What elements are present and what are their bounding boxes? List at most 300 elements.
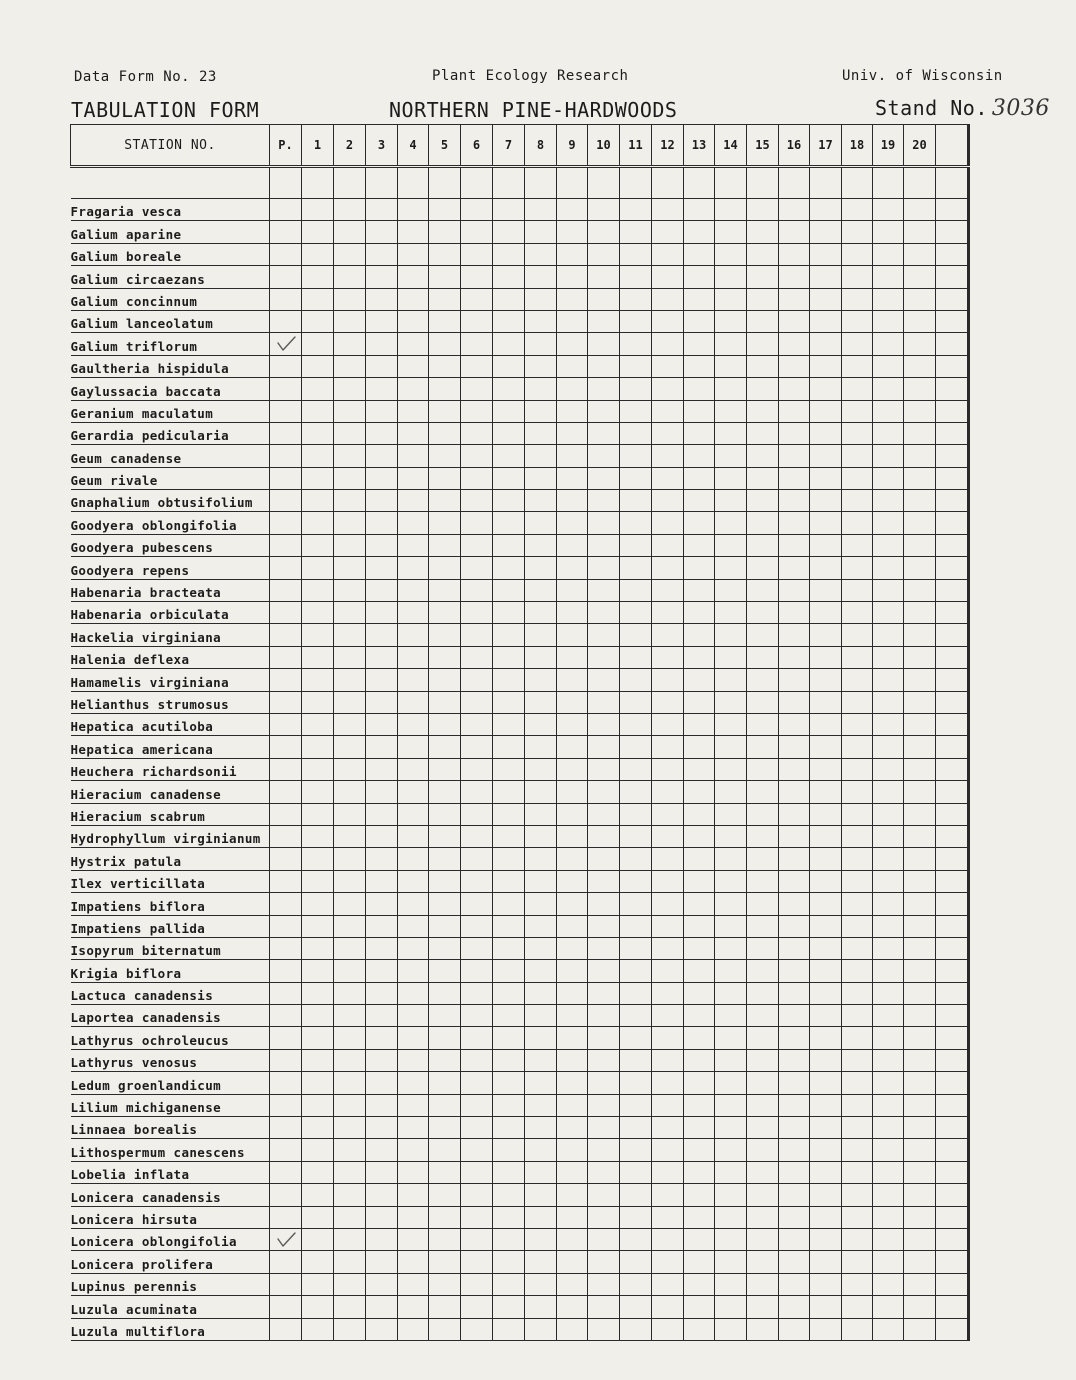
station-cell[interactable] [366, 1161, 398, 1183]
station-cell[interactable] [904, 691, 936, 713]
station-cell[interactable] [620, 848, 652, 870]
station-cell[interactable] [302, 1049, 334, 1071]
station-cell[interactable] [684, 1273, 715, 1295]
station-cell[interactable] [842, 579, 873, 601]
station-cell[interactable] [557, 1251, 588, 1273]
station-cell[interactable] [904, 467, 936, 489]
station-cell[interactable] [652, 221, 684, 243]
station-cell[interactable] [493, 512, 525, 534]
presence-cell[interactable] [270, 310, 302, 332]
station-cell[interactable] [968, 1296, 970, 1318]
station-cell[interactable] [557, 937, 588, 959]
station-cell[interactable] [842, 1206, 873, 1228]
station-cell[interactable] [398, 512, 429, 534]
station-cell[interactable] [652, 803, 684, 825]
station-cell[interactable] [747, 243, 779, 265]
station-cell[interactable] [302, 602, 334, 624]
station-cell[interactable] [779, 1228, 810, 1250]
station-cell[interactable] [715, 1005, 747, 1027]
station-cell[interactable] [588, 736, 620, 758]
station-cell[interactable] [588, 400, 620, 422]
station-cell[interactable] [334, 400, 366, 422]
station-cell[interactable] [493, 646, 525, 668]
presence-cell[interactable] [270, 378, 302, 400]
station-cell[interactable] [334, 422, 366, 444]
station-cell[interactable] [493, 960, 525, 982]
station-cell[interactable] [366, 288, 398, 310]
station-cell[interactable] [620, 333, 652, 355]
station-cell[interactable] [334, 512, 366, 534]
station-cell[interactable] [366, 378, 398, 400]
station-cell[interactable] [588, 602, 620, 624]
station-cell[interactable] [525, 736, 557, 758]
station-cell[interactable] [842, 310, 873, 332]
station-cell[interactable] [302, 781, 334, 803]
station-cell[interactable] [779, 1184, 810, 1206]
station-cell[interactable] [715, 803, 747, 825]
presence-cell[interactable] [270, 893, 302, 915]
station-cell[interactable] [588, 1273, 620, 1295]
station-cell[interactable] [936, 378, 968, 400]
station-cell[interactable] [968, 221, 970, 243]
station-cell[interactable] [904, 870, 936, 892]
station-cell[interactable] [684, 915, 715, 937]
station-cell[interactable] [684, 1049, 715, 1071]
station-cell[interactable] [366, 310, 398, 332]
station-cell[interactable] [493, 1094, 525, 1116]
station-cell[interactable] [968, 1094, 970, 1116]
station-cell[interactable] [715, 848, 747, 870]
station-cell[interactable] [747, 937, 779, 959]
station-cell[interactable] [429, 937, 461, 959]
station-cell[interactable] [747, 1094, 779, 1116]
station-cell[interactable] [936, 1049, 968, 1071]
station-cell[interactable] [715, 1296, 747, 1318]
station-cell[interactable] [588, 781, 620, 803]
station-cell[interactable] [684, 355, 715, 377]
station-cell[interactable] [842, 848, 873, 870]
station-cell[interactable] [842, 1184, 873, 1206]
station-cell[interactable] [525, 378, 557, 400]
station-cell[interactable] [715, 288, 747, 310]
station-cell[interactable] [429, 467, 461, 489]
station-cell[interactable] [715, 310, 747, 332]
station-cell[interactable] [525, 960, 557, 982]
station-cell[interactable] [810, 490, 842, 512]
station-cell[interactable] [842, 713, 873, 735]
presence-cell[interactable] [270, 736, 302, 758]
station-cell[interactable] [715, 982, 747, 1004]
station-cell[interactable] [334, 848, 366, 870]
station-cell[interactable] [334, 602, 366, 624]
station-cell[interactable] [715, 579, 747, 601]
station-cell[interactable] [588, 937, 620, 959]
station-cell[interactable] [904, 982, 936, 1004]
station-cell[interactable] [684, 579, 715, 601]
station-cell[interactable] [429, 758, 461, 780]
station-cell[interactable] [429, 646, 461, 668]
station-cell[interactable] [652, 1273, 684, 1295]
station-cell[interactable] [904, 669, 936, 691]
station-cell[interactable] [652, 1094, 684, 1116]
station-cell[interactable] [302, 243, 334, 265]
station-cell[interactable] [842, 1117, 873, 1139]
station-cell[interactable] [302, 355, 334, 377]
station-cell[interactable] [936, 758, 968, 780]
station-cell[interactable] [652, 512, 684, 534]
station-cell[interactable] [652, 199, 684, 221]
station-cell[interactable] [936, 1273, 968, 1295]
station-cell[interactable] [334, 781, 366, 803]
station-cell[interactable] [779, 602, 810, 624]
station-cell[interactable] [873, 288, 904, 310]
station-cell[interactable] [873, 199, 904, 221]
station-cell[interactable] [904, 1117, 936, 1139]
station-cell[interactable] [779, 512, 810, 534]
station-cell[interactable] [461, 1072, 493, 1094]
station-cell[interactable] [557, 288, 588, 310]
station-cell[interactable] [810, 893, 842, 915]
station-cell[interactable] [398, 1049, 429, 1071]
station-cell[interactable] [302, 445, 334, 467]
station-cell[interactable] [747, 310, 779, 332]
station-cell[interactable] [936, 467, 968, 489]
station-cell[interactable] [588, 758, 620, 780]
station-cell[interactable] [779, 266, 810, 288]
station-cell[interactable] [557, 960, 588, 982]
station-cell[interactable] [652, 1251, 684, 1273]
station-cell[interactable] [873, 1027, 904, 1049]
presence-cell[interactable] [270, 1273, 302, 1295]
presence-cell[interactable] [270, 355, 302, 377]
station-cell[interactable] [334, 624, 366, 646]
station-cell[interactable] [968, 1206, 970, 1228]
station-cell[interactable] [461, 266, 493, 288]
station-cell[interactable] [588, 512, 620, 534]
station-cell[interactable] [588, 1049, 620, 1071]
station-cell[interactable] [557, 467, 588, 489]
station-cell[interactable] [493, 915, 525, 937]
station-cell[interactable] [747, 490, 779, 512]
station-cell[interactable] [810, 1228, 842, 1250]
station-cell[interactable] [747, 1273, 779, 1295]
station-cell[interactable] [810, 825, 842, 847]
station-cell[interactable] [493, 1117, 525, 1139]
station-cell[interactable] [493, 243, 525, 265]
station-cell[interactable] [904, 422, 936, 444]
station-cell[interactable] [461, 893, 493, 915]
station-cell[interactable] [715, 467, 747, 489]
station-cell[interactable] [715, 355, 747, 377]
station-cell[interactable] [398, 1161, 429, 1183]
station-cell[interactable] [557, 378, 588, 400]
station-cell[interactable] [366, 646, 398, 668]
station-cell[interactable] [936, 1206, 968, 1228]
station-cell[interactable] [302, 893, 334, 915]
station-cell[interactable] [366, 243, 398, 265]
station-cell[interactable] [779, 1117, 810, 1139]
station-cell[interactable] [779, 378, 810, 400]
station-cell[interactable] [588, 1206, 620, 1228]
station-cell[interactable] [302, 467, 334, 489]
station-cell[interactable] [302, 1094, 334, 1116]
station-cell[interactable] [779, 1139, 810, 1161]
station-cell[interactable] [747, 288, 779, 310]
station-cell[interactable] [493, 825, 525, 847]
station-cell[interactable] [904, 1318, 936, 1340]
station-cell[interactable] [684, 310, 715, 332]
station-cell[interactable] [493, 1318, 525, 1340]
station-cell[interactable] [461, 848, 493, 870]
station-cell[interactable] [557, 602, 588, 624]
station-cell[interactable] [779, 333, 810, 355]
station-cell[interactable] [334, 579, 366, 601]
station-cell[interactable] [557, 1318, 588, 1340]
station-cell[interactable] [715, 736, 747, 758]
station-cell[interactable] [652, 1005, 684, 1027]
station-cell[interactable] [525, 982, 557, 1004]
station-cell[interactable] [557, 422, 588, 444]
station-cell[interactable] [302, 960, 334, 982]
station-cell[interactable] [904, 736, 936, 758]
station-cell[interactable] [302, 422, 334, 444]
station-cell[interactable] [652, 445, 684, 467]
station-cell[interactable] [684, 781, 715, 803]
station-cell[interactable] [810, 1296, 842, 1318]
station-cell[interactable] [684, 221, 715, 243]
station-cell[interactable] [429, 1139, 461, 1161]
station-cell[interactable] [525, 915, 557, 937]
station-cell[interactable] [429, 310, 461, 332]
station-cell[interactable] [461, 669, 493, 691]
station-cell[interactable] [936, 400, 968, 422]
station-cell[interactable] [936, 602, 968, 624]
station-cell[interactable] [525, 1251, 557, 1273]
presence-cell[interactable] [270, 825, 302, 847]
station-cell[interactable] [620, 803, 652, 825]
station-cell[interactable] [493, 467, 525, 489]
station-cell[interactable] [366, 602, 398, 624]
station-cell[interactable] [936, 512, 968, 534]
station-cell[interactable] [652, 624, 684, 646]
station-cell[interactable] [715, 870, 747, 892]
station-cell[interactable] [620, 937, 652, 959]
station-cell[interactable] [652, 960, 684, 982]
station-cell[interactable] [810, 982, 842, 1004]
station-cell[interactable] [366, 1139, 398, 1161]
station-cell[interactable] [493, 355, 525, 377]
station-cell[interactable] [429, 1228, 461, 1250]
presence-cell[interactable] [270, 758, 302, 780]
station-cell[interactable] [715, 937, 747, 959]
station-cell[interactable] [873, 579, 904, 601]
station-cell[interactable] [873, 534, 904, 556]
station-cell[interactable] [588, 557, 620, 579]
station-cell[interactable] [810, 400, 842, 422]
station-cell[interactable] [684, 1251, 715, 1273]
station-cell[interactable] [588, 803, 620, 825]
station-cell[interactable] [302, 1139, 334, 1161]
station-cell[interactable] [652, 982, 684, 1004]
station-cell[interactable] [652, 422, 684, 444]
station-cell[interactable] [684, 870, 715, 892]
station-cell[interactable] [366, 445, 398, 467]
station-cell[interactable] [936, 1117, 968, 1139]
station-cell[interactable] [842, 1027, 873, 1049]
station-cell[interactable] [779, 893, 810, 915]
station-cell[interactable] [588, 669, 620, 691]
station-cell[interactable] [904, 825, 936, 847]
station-cell[interactable] [461, 982, 493, 1004]
station-cell[interactable] [842, 691, 873, 713]
station-cell[interactable] [493, 1072, 525, 1094]
station-cell[interactable] [398, 422, 429, 444]
station-cell[interactable] [968, 266, 970, 288]
station-cell[interactable] [873, 1139, 904, 1161]
station-cell[interactable] [873, 221, 904, 243]
station-cell[interactable] [684, 602, 715, 624]
station-cell[interactable] [334, 490, 366, 512]
station-cell[interactable] [366, 355, 398, 377]
station-cell[interactable] [620, 870, 652, 892]
station-cell[interactable] [588, 490, 620, 512]
station-cell[interactable] [557, 310, 588, 332]
station-cell[interactable] [334, 825, 366, 847]
station-cell[interactable] [779, 937, 810, 959]
station-cell[interactable] [968, 1184, 970, 1206]
station-cell[interactable] [620, 1318, 652, 1340]
station-cell[interactable] [652, 713, 684, 735]
station-cell[interactable] [461, 624, 493, 646]
station-cell[interactable] [525, 893, 557, 915]
station-cell[interactable] [588, 646, 620, 668]
station-cell[interactable] [715, 646, 747, 668]
station-cell[interactable] [968, 870, 970, 892]
presence-cell[interactable] [270, 915, 302, 937]
station-cell[interactable] [429, 736, 461, 758]
station-cell[interactable] [684, 1117, 715, 1139]
presence-cell[interactable] [270, 333, 302, 355]
station-cell[interactable] [429, 803, 461, 825]
station-cell[interactable] [366, 1273, 398, 1295]
station-cell[interactable] [684, 736, 715, 758]
station-cell[interactable] [904, 646, 936, 668]
station-cell[interactable] [525, 781, 557, 803]
station-cell[interactable] [334, 557, 366, 579]
station-cell[interactable] [968, 736, 970, 758]
station-cell[interactable] [334, 333, 366, 355]
station-cell[interactable] [461, 490, 493, 512]
station-cell[interactable] [904, 848, 936, 870]
station-cell[interactable] [904, 221, 936, 243]
station-cell[interactable] [429, 713, 461, 735]
station-cell[interactable] [366, 579, 398, 601]
station-cell[interactable] [715, 1228, 747, 1250]
station-cell[interactable] [557, 534, 588, 556]
station-cell[interactable] [366, 624, 398, 646]
station-cell[interactable] [398, 736, 429, 758]
station-cell[interactable] [620, 199, 652, 221]
station-cell[interactable] [936, 713, 968, 735]
station-cell[interactable] [684, 1296, 715, 1318]
station-cell[interactable] [398, 310, 429, 332]
station-cell[interactable] [302, 1296, 334, 1318]
station-cell[interactable] [493, 870, 525, 892]
station-cell[interactable] [715, 1251, 747, 1273]
station-cell[interactable] [398, 243, 429, 265]
station-cell[interactable] [652, 1027, 684, 1049]
station-cell[interactable] [429, 1005, 461, 1027]
station-cell[interactable] [715, 378, 747, 400]
station-cell[interactable] [557, 355, 588, 377]
station-cell[interactable] [873, 422, 904, 444]
station-cell[interactable] [525, 445, 557, 467]
station-cell[interactable] [302, 1206, 334, 1228]
station-cell[interactable] [557, 982, 588, 1004]
station-cell[interactable] [652, 1161, 684, 1183]
station-cell[interactable] [334, 1273, 366, 1295]
station-cell[interactable] [684, 467, 715, 489]
station-cell[interactable] [366, 512, 398, 534]
station-cell[interactable] [493, 1184, 525, 1206]
station-cell[interactable] [936, 781, 968, 803]
presence-cell[interactable] [270, 781, 302, 803]
station-cell[interactable] [747, 1228, 779, 1250]
station-cell[interactable] [302, 713, 334, 735]
station-cell[interactable] [747, 333, 779, 355]
presence-cell[interactable] [270, 512, 302, 534]
station-cell[interactable] [904, 199, 936, 221]
station-cell[interactable] [525, 422, 557, 444]
station-cell[interactable] [302, 691, 334, 713]
station-cell[interactable] [302, 400, 334, 422]
station-cell[interactable] [684, 534, 715, 556]
presence-cell[interactable] [270, 490, 302, 512]
station-cell[interactable] [366, 669, 398, 691]
station-cell[interactable] [334, 691, 366, 713]
station-cell[interactable] [968, 1117, 970, 1139]
station-cell[interactable] [968, 982, 970, 1004]
station-cell[interactable] [684, 982, 715, 1004]
station-cell[interactable] [779, 713, 810, 735]
station-cell[interactable] [842, 1049, 873, 1071]
station-cell[interactable] [525, 1094, 557, 1116]
station-cell[interactable] [968, 355, 970, 377]
station-cell[interactable] [461, 445, 493, 467]
station-cell[interactable] [493, 982, 525, 1004]
station-cell[interactable] [366, 333, 398, 355]
station-cell[interactable] [620, 758, 652, 780]
station-cell[interactable] [398, 1027, 429, 1049]
station-cell[interactable] [779, 624, 810, 646]
station-cell[interactable] [810, 579, 842, 601]
station-cell[interactable] [461, 1049, 493, 1071]
station-cell[interactable] [810, 960, 842, 982]
station-cell[interactable] [904, 1139, 936, 1161]
station-cell[interactable] [936, 490, 968, 512]
station-cell[interactable] [968, 378, 970, 400]
station-cell[interactable] [398, 1094, 429, 1116]
station-cell[interactable] [936, 288, 968, 310]
station-cell[interactable] [429, 422, 461, 444]
presence-cell[interactable] [270, 669, 302, 691]
station-cell[interactable] [620, 534, 652, 556]
station-cell[interactable] [429, 1117, 461, 1139]
station-cell[interactable] [525, 1184, 557, 1206]
station-cell[interactable] [810, 1049, 842, 1071]
station-cell[interactable] [779, 691, 810, 713]
station-cell[interactable] [779, 848, 810, 870]
